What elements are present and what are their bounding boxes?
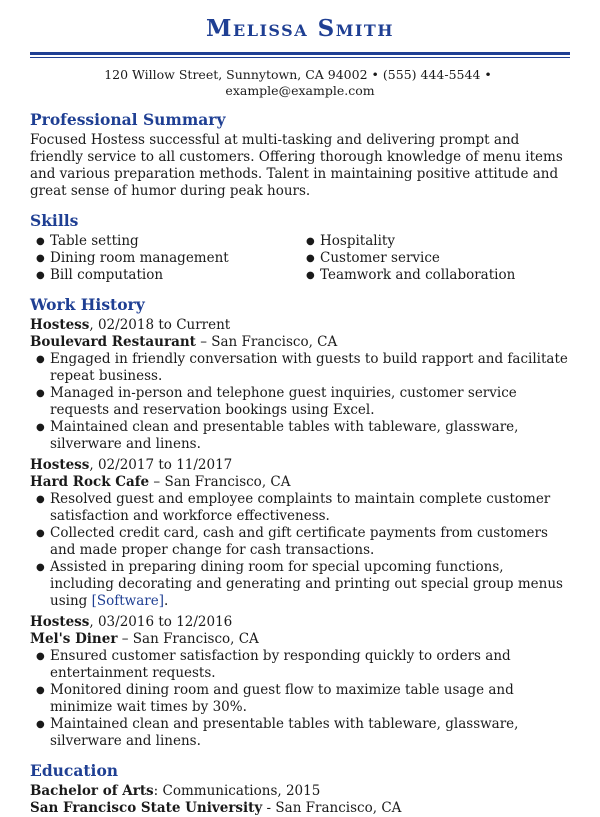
job-bullets (30, 648, 570, 750)
skill-item: ● Table setting (30, 233, 300, 250)
job-bullet-end: . (163, 593, 169, 609)
skills-list (30, 233, 570, 284)
header-rule-thick (30, 52, 570, 55)
job-company: Hard Rock Cafe (30, 474, 150, 490)
job-title: Hostess (30, 317, 90, 333)
job-bullet: ● Maintained clean and presentable tables with tableware, glassware, silverware and linens. (30, 716, 570, 750)
job-company: Mel's Diner (30, 631, 118, 647)
skill-item: ● Hospitality (300, 233, 570, 250)
education-heading: Education (30, 761, 119, 780)
job-bullets (30, 351, 570, 453)
job-bullet: ● Resolved guest and employee complaints to maintain complete customer satisfaction and workforce effectiveness. (30, 491, 570, 525)
job-bullet: ● Managed in-person and telephone guest inquiries, customer service requests and reservation bookings using Excel. (30, 385, 570, 419)
skill-item: ● Customer service (300, 250, 570, 267)
job-location: – San Francisco, CA (117, 631, 259, 647)
job-header (30, 317, 570, 334)
summary-text: Focused Hostess successful at multi-tasking and delivering prompt and friendly service to all customers. Offering thorough knowledge of menu items and various preparation methods. Talent in maintaining positive attitude and great sense of humor during peak hours. (30, 132, 563, 199)
work-history-heading: Work History (30, 295, 145, 314)
summary-heading: Professional Summary (30, 110, 226, 129)
software-link[interactable]: [Software] (91, 593, 164, 609)
candidate-name: Melissa Smith (206, 15, 394, 42)
job-bullet: ● Monitored dining room and guest flow to maximize table usage and minimize wait times by 30%. (30, 682, 570, 716)
job-bullet-text: Assisted in preparing dining room for special upcoming functions, including decorating and generating and printing out special group menus using (50, 559, 563, 609)
skills-column-left (30, 233, 300, 284)
job-company-line (30, 334, 570, 351)
job-title: Hostess (30, 457, 90, 473)
skill-item: ● Teamwork and collaboration (300, 267, 570, 284)
job-location: – San Francisco, CA (195, 334, 338, 350)
education-degree-line (30, 783, 570, 800)
education-entry (30, 783, 570, 817)
header-rule-thin (30, 57, 570, 58)
job-bullet: ● Ensured customer satisfaction by responding quickly to orders and entertainment requests. (30, 648, 570, 682)
skills-column-right (300, 233, 570, 284)
job-dates: , 03/2016 to 12/2016 (89, 614, 233, 630)
job-entry (30, 614, 570, 750)
job-bullet (30, 559, 570, 610)
job-company: Boulevard Restaurant (30, 334, 196, 350)
skill-item: ● Dining room management (30, 250, 300, 267)
job-bullet: ● Maintained clean and presentable tables with tableware, glassware, silverware and linens. (30, 419, 570, 453)
job-header (30, 457, 570, 474)
job-entry (30, 317, 570, 453)
contact-email[interactable]: example@example.com (225, 83, 375, 98)
job-company-line (30, 474, 570, 491)
job-dates: , 02/2017 to 11/2017 (89, 457, 233, 473)
education-field: : Communications, 2015 (153, 783, 321, 799)
education-degree: Bachelor of Arts (30, 783, 154, 799)
education-school-line (30, 800, 570, 817)
job-entry (30, 457, 570, 610)
job-bullet: ● Engaged in friendly conversation with guests to build rapport and facilitate repeat business. (30, 351, 570, 385)
contact-phone: (555) 444-5544 (382, 67, 481, 82)
education-school: San Francisco State University (30, 800, 263, 816)
skills-heading: Skills (30, 211, 79, 230)
job-location: – San Francisco, CA (149, 474, 291, 490)
job-title: Hostess (30, 614, 90, 630)
job-header (30, 614, 570, 631)
bullet-separator-icon: • (371, 67, 379, 82)
job-bullets (30, 491, 570, 610)
job-bullet: ● Collected credit card, cash and gift certificate payments from customers and made proper change for cash transactions. (30, 525, 570, 559)
job-dates: , 02/2018 to Current (89, 317, 231, 333)
job-company-line (30, 631, 570, 648)
bullet-separator-icon: • (484, 67, 492, 82)
education-location: - San Francisco, CA (262, 800, 402, 816)
contact-address: 120 Willow Street, Sunnytown, CA 94002 (104, 67, 368, 82)
skill-item: ● Bill computation (30, 267, 300, 284)
contact-line (30, 67, 570, 99)
